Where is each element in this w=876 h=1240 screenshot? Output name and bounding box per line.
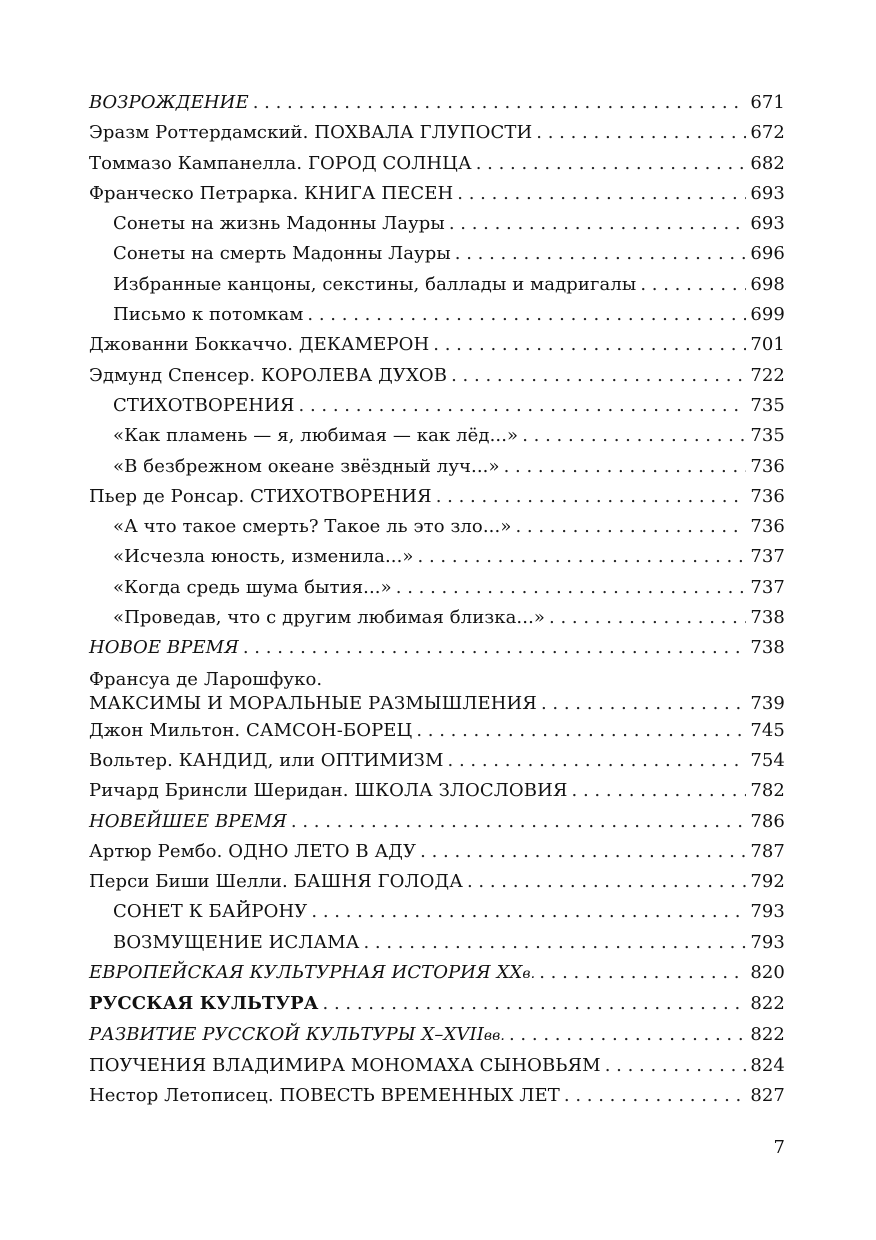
leader-dots [455, 239, 747, 269]
toc-entry-label: «Когда средь шума бытия...» [113, 576, 392, 598]
toc-entry-label: «Исчезла юность, изменила...» [113, 546, 414, 568]
leader-dots [515, 512, 746, 542]
toc-page-number: 672 [750, 122, 785, 144]
leader-dots [536, 118, 746, 148]
toc-entry-label: Франсуа де Ларошфуко. [89, 668, 323, 690]
toc-page-number: 737 [750, 576, 785, 598]
toc-entry [89, 149, 785, 179]
toc-entry-label: Пьер де Ронсар. СТИХОТВОРЕНИЯ [89, 485, 432, 507]
toc-page-number: 735 [750, 394, 785, 416]
toc-entry [89, 179, 785, 209]
toc-page-number: 824 [750, 1054, 785, 1076]
toc-entry [89, 1020, 785, 1051]
toc-entry-label: «Как пламень — я, любимая — как лёд...» [113, 425, 519, 447]
toc-section [89, 716, 785, 1112]
toc-page-number: 793 [750, 901, 785, 923]
toc-entry [89, 692, 785, 716]
toc-page-number: 696 [750, 243, 785, 265]
toc-entry [89, 88, 785, 118]
toc-entry-label: Артюр Рембо. ОДНО ЛЕТО В АДУ [89, 840, 417, 862]
leader-dots [311, 897, 746, 927]
leader-dots [476, 149, 747, 179]
toc-page-number: 735 [750, 425, 785, 447]
toc-entry [89, 118, 785, 148]
leader-dots [243, 633, 746, 663]
toc-entry-label: СОНЕТ К БАЙРОНУ [113, 901, 308, 923]
toc-entry-label: Сонеты на жизнь Мадонны Лауры [113, 213, 445, 235]
toc-entry [89, 746, 785, 776]
toc-entry [89, 776, 785, 806]
toc-page-number: 693 [750, 182, 785, 204]
toc-entry [89, 897, 785, 927]
toc-page-number: 822 [750, 1023, 785, 1045]
toc-page-number: 682 [750, 152, 785, 174]
toc-entry [89, 573, 785, 603]
toc-entry-label: Письмо к потомкам [113, 304, 304, 326]
toc-entry-label: Джон Мильтон. САМСОН-БОРЕЦ [89, 719, 413, 741]
toc-entry-label: ВОЗМУЩЕНИЕ ИСЛАМА [113, 931, 360, 953]
toc-page-number: 787 [750, 840, 785, 862]
toc-entry [89, 837, 785, 867]
leader-dots [449, 209, 747, 239]
leader-dots [504, 452, 747, 482]
toc-page-number: 699 [750, 304, 785, 326]
toc-entry-label: Франческо Петрарка. КНИГА ПЕСЕН [89, 182, 454, 204]
toc-entry-label: «Проведав, что с другим любимая близка...» [113, 607, 546, 629]
toc-page-number: 792 [750, 871, 785, 893]
toc-page-number: 822 [750, 993, 785, 1015]
toc-entry [89, 452, 785, 482]
toc-entry [89, 239, 785, 269]
toc-entry [89, 928, 785, 958]
leader-dots [457, 179, 746, 209]
toc-entry-label: Томмазо Кампанелла. ГОРОД СОЛНЦА [89, 152, 472, 174]
toc-entry-label: Избранные канцоны, секстины, баллады и мадригалы [113, 273, 637, 295]
toc-section [89, 88, 785, 664]
leader-dots [549, 603, 746, 633]
leader-dots [436, 482, 747, 512]
toc-page-number: 671 [750, 92, 785, 113]
leader-dots [564, 1081, 746, 1111]
toc-entry-label: НОВЕЙШЕЕ ВРЕМЯ [89, 810, 287, 832]
toc-entry [89, 330, 785, 360]
toc-page-number: 745 [750, 719, 785, 741]
toc-page-number: 786 [750, 810, 785, 832]
toc-page-number: 782 [750, 780, 785, 802]
toc-entry-suffix: вв. [483, 1027, 505, 1044]
page-number: 7 [773, 1137, 785, 1158]
toc-page-number: 736 [750, 455, 785, 477]
toc-page-number: 754 [750, 749, 785, 771]
toc-entry-author [89, 664, 785, 692]
toc-entry-label: ВОЗРОЖДЕНИЕ [89, 92, 249, 113]
toc-entry-label: Нестор Летописец. ПОВЕСТЬ ВРЕМЕННЫХ ЛЕТ [89, 1085, 560, 1107]
toc-page-number: 693 [750, 213, 785, 235]
leader-dots [572, 776, 747, 806]
leader-dots [539, 958, 746, 988]
toc-entry-label: Эдмунд Спенсер. КОРОЛЕВА ДУХОВ [89, 364, 448, 386]
toc-entry [89, 807, 785, 837]
leader-dots [433, 330, 746, 360]
toc-entry-label: СТИХОТВОРЕНИЯ [113, 394, 295, 416]
toc-entry-label: «В безбрежном океане звёздный луч...» [113, 455, 500, 477]
toc-entry-label: ЕВРОПЕЙСКАЯ КУЛЬТУРНАЯ ИСТОРИЯ XX [89, 962, 523, 984]
toc-entry [89, 270, 785, 300]
leader-dots [451, 361, 746, 391]
toc-entry [89, 989, 785, 1019]
leader-dots [541, 692, 746, 716]
toc-page-number: 739 [750, 692, 785, 714]
toc-entry [89, 391, 785, 421]
toc-entry-label: РУССКАЯ КУЛЬТУРА [89, 993, 319, 1015]
toc-entry-label: РАЗВИТИЕ РУССКОЙ КУЛЬТУРЫ X–XVII [89, 1023, 484, 1045]
toc-entry [89, 482, 785, 512]
toc-entry [89, 1081, 785, 1111]
leader-dots [291, 807, 746, 837]
toc-entry [89, 421, 785, 451]
toc-entry-label: ПОУЧЕНИЯ ВЛАДИМИРА МОНОМАХА СЫНОВЬЯМ [89, 1054, 601, 1076]
leader-dots [418, 542, 747, 572]
leader-dots [416, 716, 746, 746]
leader-dots [323, 989, 747, 1019]
toc-page-number: 736 [750, 485, 785, 507]
leader-dots [363, 928, 746, 958]
leader-dots [307, 300, 746, 330]
toc-page-number: 701 [750, 334, 785, 356]
toc-page-number: 793 [750, 931, 785, 953]
toc-entry [89, 716, 785, 746]
toc-entry [89, 1051, 785, 1081]
leader-dots [522, 421, 746, 451]
leader-dots [605, 1051, 747, 1081]
toc-entry [89, 633, 785, 663]
toc-entry [89, 300, 785, 330]
toc-entry [89, 209, 785, 239]
toc-page-number: 827 [750, 1085, 785, 1107]
toc-entry-label: Эразм Роттердамский. ПОХВАЛА ГЛУПОСТИ [89, 122, 533, 144]
leader-dots [253, 88, 747, 118]
toc-page-number: 738 [750, 607, 785, 629]
leader-dots [640, 270, 746, 300]
leader-dots [299, 391, 747, 421]
toc-entry [89, 512, 785, 542]
toc-entry [89, 361, 785, 391]
toc-entry [89, 958, 785, 989]
leader-dots [448, 746, 747, 776]
toc-entry [89, 603, 785, 633]
toc-page-number: 738 [750, 637, 785, 659]
toc-page-number: 698 [750, 273, 785, 295]
toc-entry [89, 542, 785, 572]
toc-entry-label: МАКСИМЫ И МОРАЛЬНЫЕ РАЗМЫШЛЕНИЯ [89, 692, 537, 714]
toc-entry [89, 867, 785, 897]
toc-page-number: 820 [750, 962, 785, 984]
toc-entry-label: Сонеты на смерть Мадонны Лауры [113, 243, 451, 265]
toc-entry-suffix: в. [522, 966, 536, 983]
leader-dots [467, 867, 746, 897]
leader-dots [509, 1020, 746, 1050]
toc-page-number: 736 [750, 516, 785, 538]
leader-dots [420, 837, 746, 867]
toc-entry-label: Перси Биши Шелли. БАШНЯ ГОЛОДА [89, 871, 463, 893]
leader-dots [396, 573, 747, 603]
toc-entry-label: Джованни Боккаччо. ДЕКАМЕРОН [89, 334, 430, 356]
toc-entry-label: Ричард Бринсли Шеридан. ШКОЛА ЗЛОСЛОВИЯ [89, 780, 568, 802]
toc-page-number: 737 [750, 546, 785, 568]
toc-entry-label: Вольтер. КАНДИД, или ОПТИМИЗМ [89, 749, 444, 771]
toc-entry-larochefoucauld [89, 664, 785, 716]
toc-entry-label: «А что такое смерть? Такое ль это зло...» [113, 516, 512, 538]
toc-page-number: 722 [750, 364, 785, 386]
table-of-contents [89, 88, 785, 1112]
toc-entry-label: НОВОЕ ВРЕМЯ [89, 637, 239, 659]
